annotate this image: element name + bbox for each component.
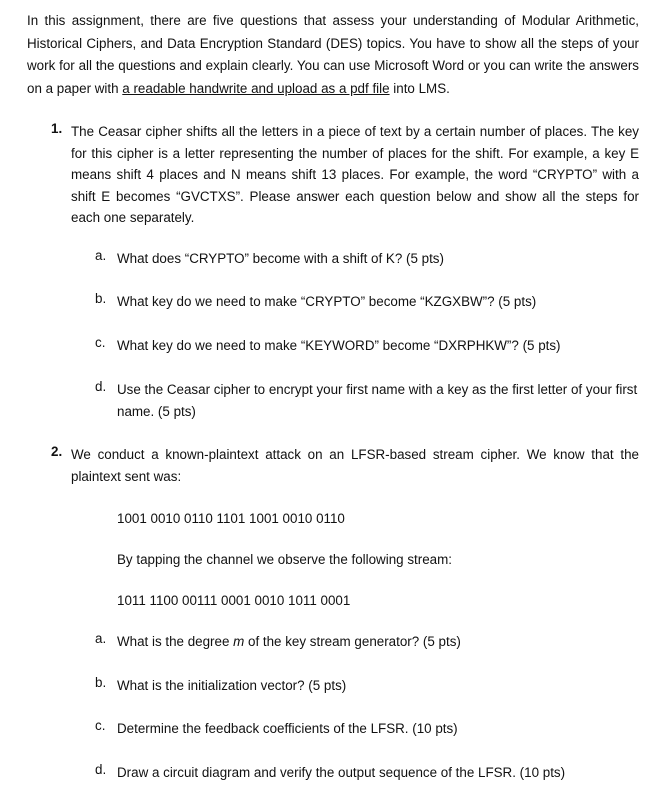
part-variable: m [233, 634, 245, 649]
question-2 [51, 444, 639, 487]
question-number: 2. [51, 444, 63, 459]
intro-text-end: into LMS. [389, 80, 450, 96]
part-letter: d. [95, 762, 107, 777]
intro-paragraph [27, 10, 639, 100]
question-2-part-c [95, 718, 640, 740]
question-text: We conduct a known-plaintext attack on an LFSR-based stream cipher. We know that the plaintext sent was: [71, 447, 639, 484]
question-1-part-b [95, 291, 640, 313]
part-letter: d. [95, 379, 107, 394]
part-letter: c. [95, 335, 106, 350]
part-text: What is the initialization vector? (5 pts) [117, 678, 347, 693]
part-text [117, 631, 640, 653]
part-text: What key do we need to make “KEYWORD” become “DXRPHKW”? (5 pts) [117, 338, 561, 353]
question-1-part-d [95, 379, 640, 422]
plaintext-bits: 1001 0010 0110 1101 1001 0010 0110 [117, 511, 345, 526]
part-letter: b. [95, 675, 107, 690]
question-1-part-a [95, 248, 640, 270]
part-letter: a. [95, 631, 107, 646]
question-2-part-b [95, 675, 640, 697]
part-text-end: of the key stream generator? (5 pts) [244, 634, 461, 649]
observe-text: By tapping the channel we observe the following stream: [117, 552, 452, 567]
part-text: What key do we need to make “CRYPTO” become “KZGXBW”? (5 pts) [117, 294, 537, 309]
intro-text: In this assignment, there are five questions that assess your understanding of Modular Arithmetic, Historical Ciphers, and Data Encryption Standard (DES) topics. You have to show all the steps of your work for all the questions and explain clearly. You can use Microsoft Word or you can write the answers on a paper with [27, 13, 639, 96]
question-text: The Ceasar cipher shifts all the letters in a piece of text by a certain number of places. The key for this cipher is a letter representing the number of places for the shift. For example, a key E means shift 4 places and N means shift 13 places. For example, the word “CRYPTO” with a shift E becomes “GVCTXS”. Please answer each question below and show all the steps for each one separately. [71, 124, 639, 226]
stream-bits: 1011 1100 00111 0001 0010 1011 0001 [117, 593, 351, 608]
question-2-part-d [95, 762, 640, 784]
part-letter: a. [95, 248, 107, 263]
part-letter: c. [95, 718, 106, 733]
question-1 [51, 121, 639, 229]
part-text-start: What is the degree [117, 634, 234, 649]
question-2-part-a [95, 631, 640, 653]
part-letter: b. [95, 291, 107, 306]
part-text: Use the Ceasar cipher to encrypt your first name with a key as the first letter of your first name. (5 pts) [117, 382, 638, 419]
part-text: What does “CRYPTO” become with a shift of K? (5 pts) [117, 251, 444, 266]
question-number: 1. [51, 121, 63, 136]
intro-underlined-text: a readable handwrite and upload as a pdf file [122, 80, 390, 96]
part-text: Draw a circuit diagram and verify the output sequence of the LFSR. (10 pts) [117, 765, 566, 780]
part-text: Determine the feedback coefficients of the LFSR. (10 pts) [117, 721, 458, 736]
question-1-part-c [95, 335, 640, 357]
